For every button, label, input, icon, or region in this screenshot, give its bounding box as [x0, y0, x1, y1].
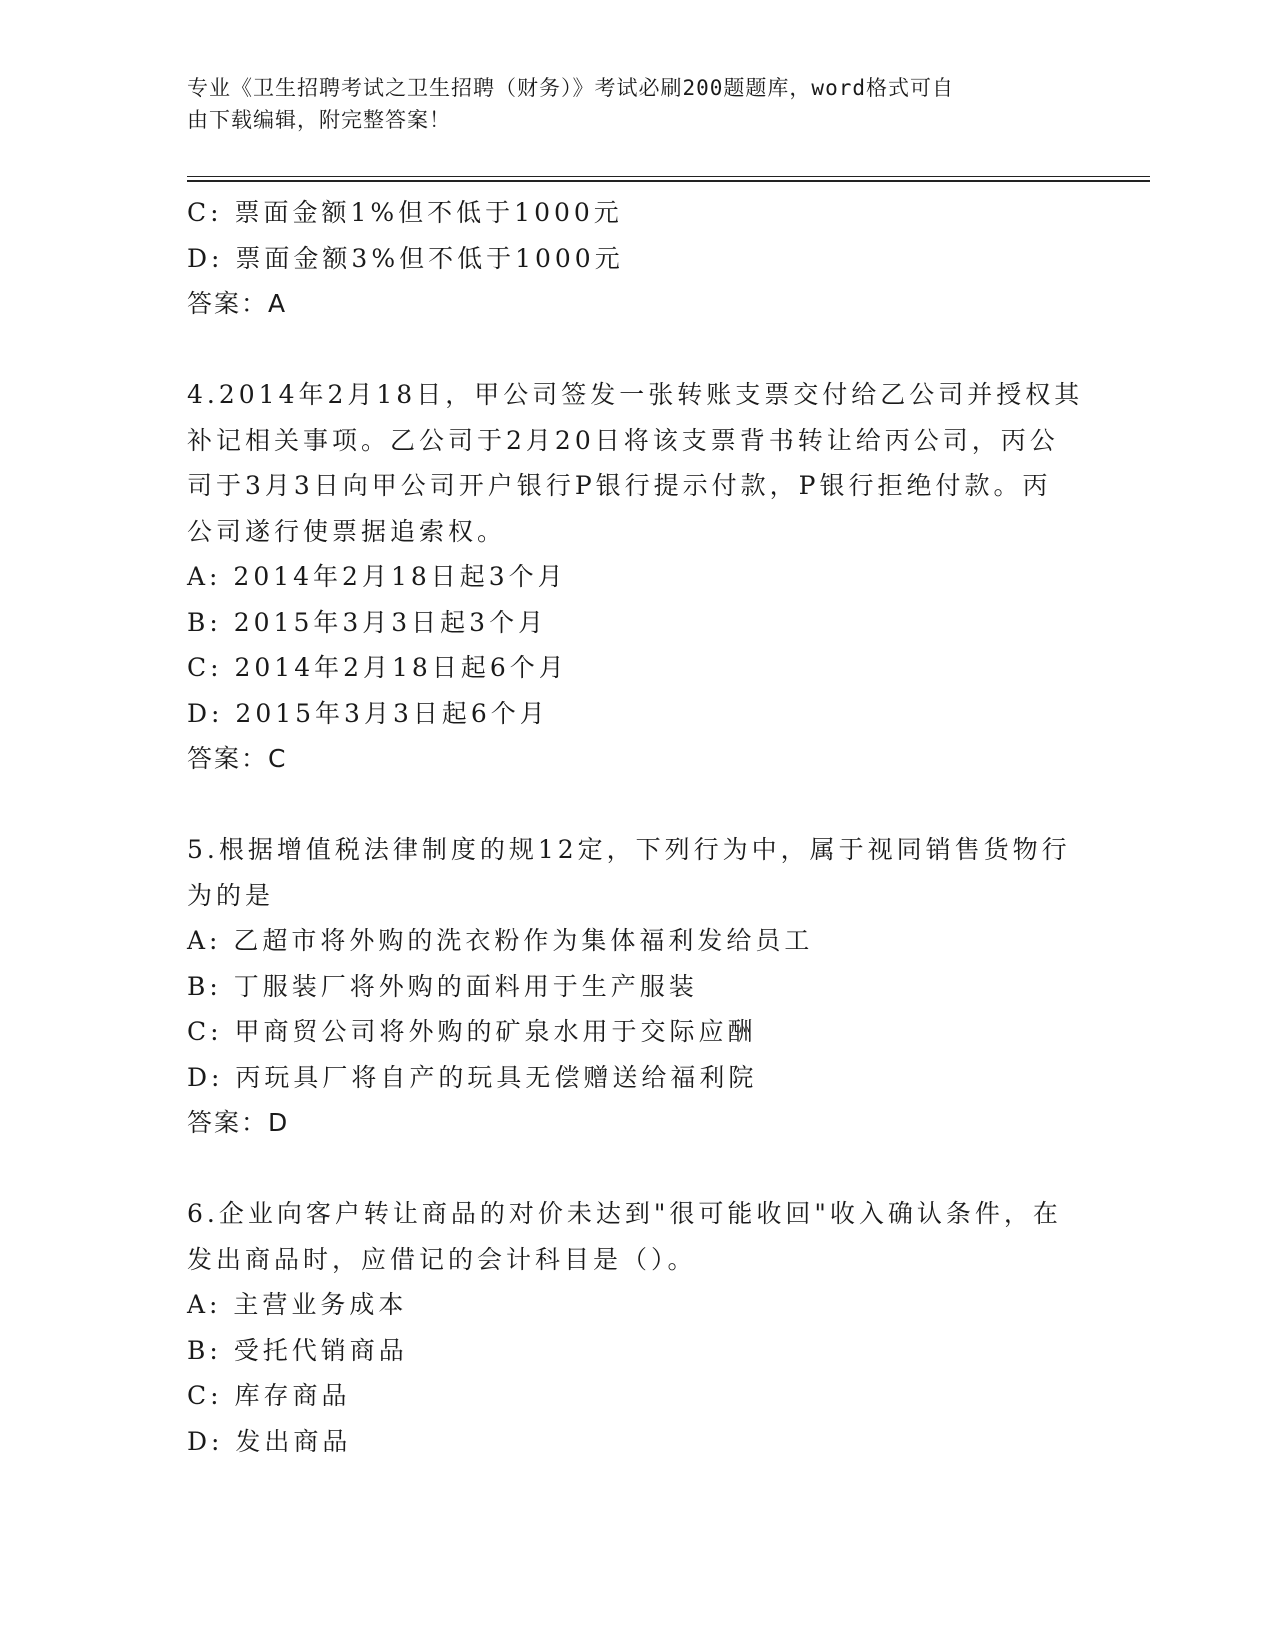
option-c: C: 库存商品 — [187, 1381, 351, 1410]
option-a: A: 乙超市将外购的洗衣粉作为集体福利发给员工 — [187, 926, 814, 955]
question-5 — [187, 827, 1087, 1146]
question-content — [187, 190, 1087, 1464]
spacer — [187, 1146, 1087, 1192]
option-d: D: 丙玩具厂将自产的玩具无偿赠送给福利院 — [187, 1062, 758, 1092]
question-stem-line: 4.2014年2月18日，甲公司签发一张转账支票交付给乙公司并授权其 — [187, 380, 1084, 409]
option-b: B: 丁服装厂将外购的面料用于生产服装 — [187, 971, 698, 1001]
page-header — [187, 72, 1067, 136]
question-stem-line: 5.根据增值税法律制度的规12定，下列行为中，属于视同销售货物行 — [187, 835, 1071, 864]
option-d: D: 2015年3月3日起6个月 — [187, 698, 549, 728]
header-divider — [187, 176, 1150, 182]
option-d: D: 发出商品 — [187, 1426, 352, 1456]
header-line-1: 专业《卫生招聘考试之卫生招聘（财务）》考试必刷200题题库，word格式可自 — [187, 76, 954, 100]
question-stem-line: 发出商品时，应借记的会计科目是（）。 — [187, 1244, 697, 1274]
question-stem-line: 6.企业向客户转让商品的对价未达到"很可能收回"收入确认条件，在 — [187, 1199, 1062, 1228]
question-stem-line: 司于3月3日向甲公司开户银行P银行提示付款，P银行拒绝付款。丙 — [187, 471, 1052, 500]
header-line-2: 由下载编辑，附完整答案！ — [187, 108, 451, 132]
spacer — [187, 327, 1087, 373]
question-3-tail — [187, 190, 1087, 327]
option-a: A: 2014年2月18日起3个月 — [187, 562, 567, 591]
option-c: C: 2014年2月18日起6个月 — [187, 653, 568, 682]
question-stem-line: 补记相关事项。乙公司于2月20日将该支票背书转让给丙公司，丙公 — [187, 425, 1059, 455]
option-b: B: 2015年3月3日起3个月 — [187, 607, 548, 637]
question-4 — [187, 372, 1087, 782]
question-6 — [187, 1191, 1087, 1464]
option-c: C: 甲商贸公司将外购的矿泉水用于交际应酬 — [187, 1017, 757, 1046]
option-a: A: 主营业务成本 — [187, 1290, 408, 1319]
question-stem-line: 公司遂行使票据追索权。 — [187, 516, 507, 546]
answer: 答案：C — [187, 744, 288, 773]
option-d: D: 票面金额3%但不低于1000元 — [187, 243, 624, 273]
question-stem-line: 为的是 — [187, 880, 275, 910]
answer: 答案：A — [187, 289, 288, 318]
answer: 答案：D — [187, 1108, 290, 1137]
spacer — [187, 782, 1087, 828]
option-b: B: 受托代销商品 — [187, 1335, 408, 1365]
option-c: C: 票面金额1%但不低于1000元 — [187, 198, 623, 227]
